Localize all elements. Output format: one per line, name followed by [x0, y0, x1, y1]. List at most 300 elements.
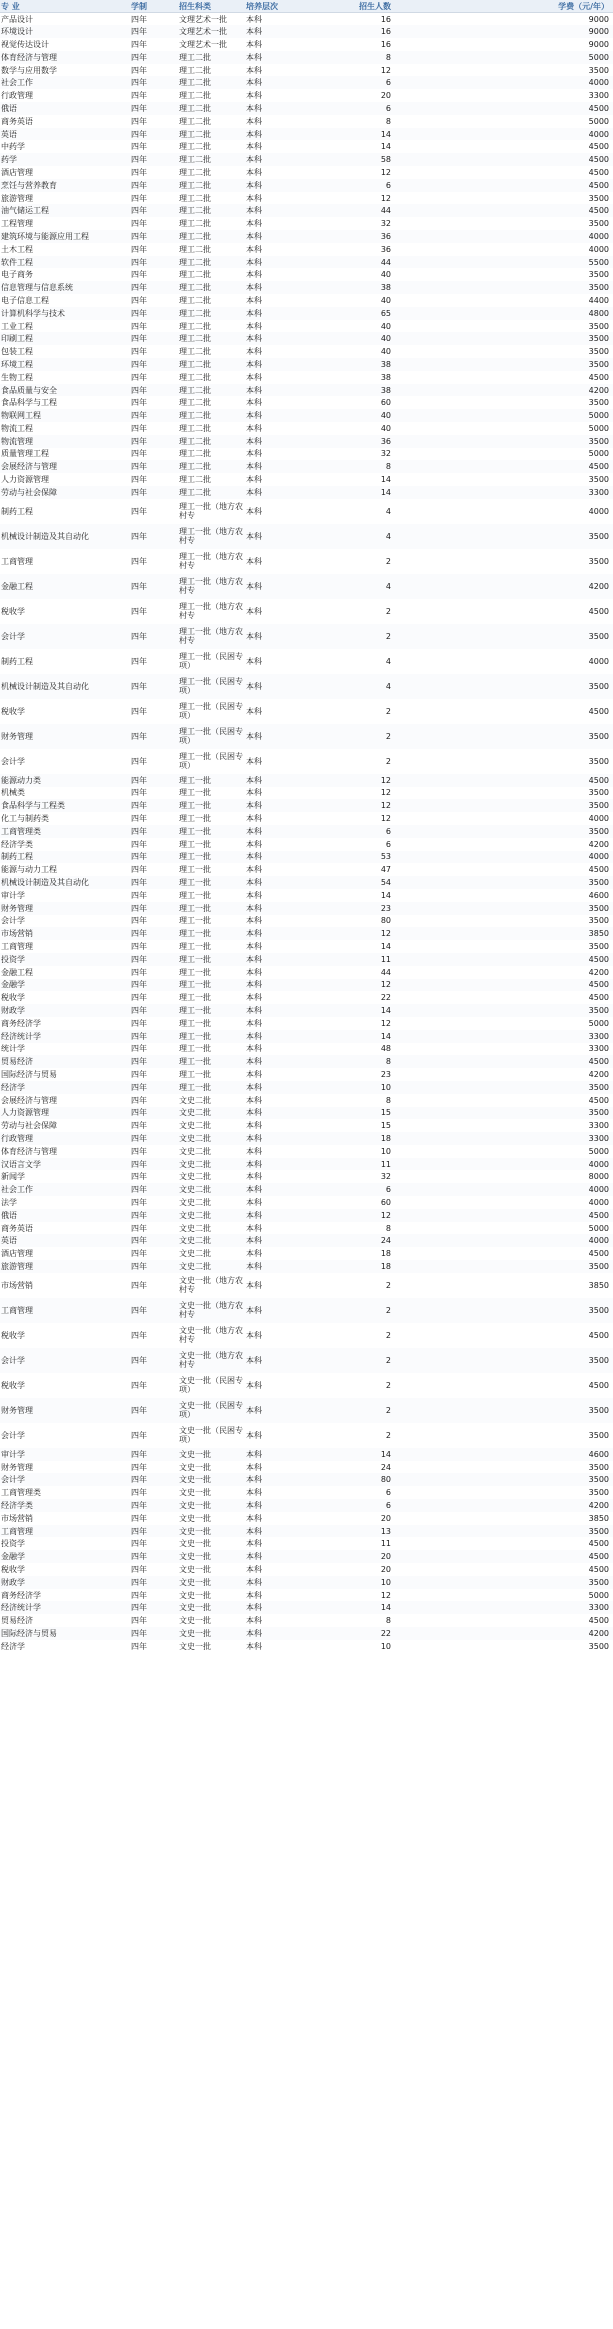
major-cell: 新闻学: [1, 1172, 25, 1182]
fee-cell: 3500: [588, 1641, 609, 1651]
table-row: [0, 1323, 613, 1348]
table-row: [0, 1473, 613, 1486]
years-cell: 四年: [131, 1513, 147, 1523]
years-cell: 四年: [131, 436, 147, 446]
major-cell: 审计学: [1, 1449, 25, 1459]
count-cell: 53: [380, 852, 391, 862]
category-cell: 理工二批: [179, 449, 211, 459]
years-cell: 四年: [131, 1197, 147, 1207]
count-cell: 48: [380, 1044, 391, 1054]
major-cell: 国际经济与贸易: [1, 1628, 57, 1638]
table-row: [0, 217, 613, 230]
table-row: [0, 166, 613, 179]
major-cell: 金融学: [1, 1552, 25, 1562]
years-cell: 四年: [131, 631, 147, 641]
major-cell: 工商管理: [1, 1305, 33, 1315]
count-cell: 32: [380, 219, 391, 229]
major-cell: 商务经济学: [1, 1018, 41, 1028]
level-cell: 本科: [246, 1475, 262, 1485]
table-row: [0, 268, 613, 281]
table-row: [0, 940, 613, 953]
major-cell: 财务管理: [1, 1462, 33, 1472]
count-cell: 14: [380, 942, 391, 952]
count-cell: 12: [380, 1590, 391, 1600]
count-cell: 38: [380, 359, 391, 369]
years-cell: 四年: [131, 1223, 147, 1233]
table-header: [0, 0, 613, 13]
category-cell: 文史二批: [179, 1236, 211, 1246]
table-row: [0, 1589, 613, 1602]
major-cell: 社会工作: [1, 1185, 33, 1195]
major-cell: 数学与应用数学: [1, 65, 57, 75]
table-row: [0, 1614, 613, 1627]
fee-cell: 4500: [588, 706, 609, 716]
years-cell: 四年: [131, 1405, 147, 1415]
category-cell: 理工一批: [179, 1031, 211, 1041]
category-cell: 理工二批: [179, 193, 211, 203]
level-cell: 本科: [246, 475, 262, 485]
fee-cell: 9000: [588, 14, 609, 24]
level-cell: 本科: [246, 814, 262, 824]
years-cell: 四年: [131, 1500, 147, 1510]
fee-cell: 3500: [588, 1006, 609, 1016]
table-row: [0, 1196, 613, 1209]
years-cell: 四年: [131, 462, 147, 472]
category-cell: 理工一批: [179, 1018, 211, 1028]
major-cell: 市场营销: [1, 929, 33, 939]
years-cell: 四年: [131, 1603, 147, 1613]
years-cell: 四年: [131, 942, 147, 952]
years-cell: 四年: [131, 1082, 147, 1092]
major-cell: 旅游管理: [1, 193, 33, 203]
fee-cell: 4000: [588, 814, 609, 824]
major-cell: 酒店管理: [1, 1249, 33, 1259]
category-cell: 理工一批: [179, 1082, 211, 1092]
category-cell: 文史一批: [179, 1513, 211, 1523]
major-cell: 会计学: [1, 756, 25, 766]
years-cell: 四年: [131, 1070, 147, 1079]
count-cell: 4: [385, 581, 391, 591]
category-cell: 文史一批（地方农村专: [179, 1301, 243, 1320]
fee-cell: 5500: [588, 257, 609, 267]
category-cell: 文史二批: [179, 1172, 211, 1182]
table-row: [0, 1247, 613, 1260]
table-row: [0, 699, 613, 724]
table-row: [0, 1209, 613, 1222]
level-cell: 本科: [246, 1280, 262, 1290]
table-row: [0, 1373, 613, 1398]
count-cell: 6: [385, 1500, 391, 1510]
level-cell: 本科: [246, 411, 262, 421]
table-row: [0, 927, 613, 940]
count-cell: 12: [380, 980, 391, 990]
table-row: [0, 384, 613, 397]
count-cell: 10: [380, 1577, 391, 1587]
years-cell: 四年: [131, 103, 147, 113]
count-cell: 12: [380, 814, 391, 824]
count-cell: 12: [380, 929, 391, 939]
years-cell: 四年: [131, 423, 147, 433]
count-cell: 44: [380, 257, 391, 267]
category-cell: 理工一批: [179, 1070, 211, 1079]
major-cell: 土木工程: [1, 244, 33, 254]
level-cell: 本科: [246, 681, 262, 691]
count-cell: 22: [380, 1628, 391, 1638]
years-cell: 四年: [131, 1249, 147, 1259]
fee-cell: 4500: [588, 103, 609, 113]
level-cell: 本科: [246, 270, 262, 280]
table-row: [0, 1640, 613, 1653]
major-cell: 化工与制药类: [1, 814, 49, 824]
table-row: [0, 345, 613, 358]
major-cell: 工业工程: [1, 321, 33, 331]
years-cell: 四年: [131, 1095, 147, 1105]
major-cell: 会计学: [1, 1430, 25, 1440]
category-cell: 文史一批: [179, 1616, 211, 1626]
category-cell: 理工二批: [179, 385, 211, 395]
table-row: [0, 799, 613, 812]
level-cell: 本科: [246, 1223, 262, 1233]
level-cell: 本科: [246, 1603, 262, 1613]
header-years: 学制: [130, 0, 178, 13]
level-cell: 本科: [246, 1172, 262, 1182]
table-row: [0, 979, 613, 992]
major-cell: 工商管理: [1, 556, 33, 566]
major-cell: 食品科学与工程类: [1, 801, 65, 811]
fee-cell: 4000: [588, 129, 609, 139]
fee-cell: 3300: [588, 1133, 609, 1143]
major-cell: 会展经济与管理: [1, 462, 57, 472]
fee-cell: 3300: [588, 1044, 609, 1054]
level-cell: 本科: [246, 257, 262, 267]
category-cell: 文史一批: [179, 1475, 211, 1485]
level-cell: 本科: [246, 1641, 262, 1651]
level-cell: 本科: [246, 1616, 262, 1626]
level-cell: 本科: [246, 1210, 262, 1220]
level-cell: 本科: [246, 706, 262, 716]
fee-cell: 3300: [588, 487, 609, 497]
years-cell: 四年: [131, 206, 147, 216]
table-row: [0, 1398, 613, 1423]
count-cell: 40: [380, 270, 391, 280]
level-cell: 本科: [246, 283, 262, 293]
level-cell: 本科: [246, 295, 262, 305]
fee-cell: 4500: [588, 180, 609, 190]
level-cell: 本科: [246, 1539, 262, 1549]
count-cell: 2: [385, 1355, 391, 1365]
fee-cell: 4200: [588, 967, 609, 977]
major-cell: 药学: [1, 155, 17, 165]
major-cell: 英语: [1, 1236, 17, 1246]
level-cell: 本科: [246, 206, 262, 216]
years-cell: 四年: [131, 531, 147, 541]
level-cell: 本科: [246, 219, 262, 229]
table-row: [0, 1043, 613, 1056]
category-cell: 理工一批（民困专项）: [179, 727, 243, 746]
level-cell: 本科: [246, 1236, 262, 1246]
level-cell: 本科: [246, 581, 262, 591]
count-cell: 40: [380, 423, 391, 433]
header-fee: 学费（元/年）: [397, 0, 613, 13]
fee-cell: 3500: [588, 436, 609, 446]
count-cell: 58: [380, 155, 391, 165]
category-cell: 理工二批: [179, 103, 211, 113]
category-cell: 文史一批: [179, 1500, 211, 1510]
level-cell: 本科: [246, 372, 262, 382]
category-cell: 文史二批: [179, 1185, 211, 1195]
count-cell: 6: [385, 1185, 391, 1195]
category-cell: 文史一批: [179, 1603, 211, 1613]
level-cell: 本科: [246, 129, 262, 139]
category-cell: 理工一批: [179, 929, 211, 939]
fee-cell: 5000: [588, 52, 609, 62]
category-cell: 理工一批: [179, 788, 211, 798]
table-row: [0, 1158, 613, 1171]
count-cell: 12: [380, 1210, 391, 1220]
major-cell: 贸易经济: [1, 1057, 33, 1067]
fee-cell: 8000: [588, 1172, 609, 1182]
major-cell: 经济学: [1, 1641, 25, 1651]
years-cell: 四年: [131, 1488, 147, 1498]
count-cell: 2: [385, 756, 391, 766]
table-row: [0, 38, 613, 51]
major-cell: 会计学: [1, 1355, 25, 1365]
count-cell: 4: [385, 506, 391, 516]
level-cell: 本科: [246, 1380, 262, 1390]
years-cell: 四年: [131, 14, 147, 24]
years-cell: 四年: [131, 916, 147, 926]
category-cell: 理工一批（民困专项）: [179, 677, 243, 696]
category-cell: 文史一批: [179, 1577, 211, 1587]
level-cell: 本科: [246, 1552, 262, 1562]
years-cell: 四年: [131, 219, 147, 229]
table-row: [0, 599, 613, 624]
fee-cell: 3500: [588, 631, 609, 641]
table-body: [0, 13, 613, 1653]
table-row: [0, 422, 613, 435]
table-row: [0, 1081, 613, 1094]
major-cell: 制药工程: [1, 656, 33, 666]
years-cell: 四年: [131, 865, 147, 875]
fee-cell: 4200: [588, 1500, 609, 1510]
years-cell: 四年: [131, 1280, 147, 1290]
count-cell: 80: [380, 916, 391, 926]
level-cell: 本科: [246, 487, 262, 497]
years-cell: 四年: [131, 449, 147, 459]
years-cell: 四年: [131, 1133, 147, 1143]
table-row: [0, 1170, 613, 1183]
category-cell: 理工二批: [179, 398, 211, 408]
category-cell: 理工一批: [179, 903, 211, 913]
count-cell: 12: [380, 775, 391, 785]
table-row: [0, 1423, 613, 1448]
major-cell: 制药工程: [1, 506, 33, 516]
level-cell: 本科: [246, 1488, 262, 1498]
category-cell: 理工二批: [179, 65, 211, 75]
fee-cell: 3500: [588, 556, 609, 566]
count-cell: 4: [385, 531, 391, 541]
table-row: [0, 358, 613, 371]
major-cell: 建筑环境与能源应用工程: [1, 231, 89, 241]
category-cell: 理工一批: [179, 865, 211, 875]
category-cell: 理工一批（地方农村专: [179, 602, 243, 621]
fee-cell: 3500: [588, 334, 609, 344]
fee-cell: 4200: [588, 1628, 609, 1638]
years-cell: 四年: [131, 52, 147, 62]
category-cell: 文史二批: [179, 1210, 211, 1220]
level-cell: 本科: [246, 436, 262, 446]
category-cell: 文史一批: [179, 1641, 211, 1651]
table-row: [0, 1601, 613, 1614]
table-row: [0, 396, 613, 409]
major-cell: 经济统计学: [1, 1603, 41, 1613]
major-cell: 国际经济与贸易: [1, 1070, 57, 1079]
level-cell: 本科: [246, 180, 262, 190]
major-cell: 印刷工程: [1, 334, 33, 344]
major-cell: 劳动与社会保障: [1, 1121, 57, 1131]
level-cell: 本科: [246, 462, 262, 472]
fee-cell: 3850: [588, 929, 609, 939]
level-cell: 本科: [246, 334, 262, 344]
level-cell: 本科: [246, 788, 262, 798]
category-cell: 理工二批: [179, 219, 211, 229]
major-cell: 包装工程: [1, 347, 33, 357]
count-cell: 2: [385, 1405, 391, 1415]
fee-cell: 3500: [588, 1355, 609, 1365]
fee-cell: 4500: [588, 1539, 609, 1549]
category-cell: 理工二批: [179, 52, 211, 62]
header-level: 培养层次: [245, 0, 295, 13]
category-cell: 理工二批: [179, 411, 211, 421]
count-cell: 14: [380, 475, 391, 485]
level-cell: 本科: [246, 1500, 262, 1510]
category-cell: 理工二批: [179, 142, 211, 152]
fee-cell: 3500: [588, 826, 609, 836]
level-cell: 本科: [246, 155, 262, 165]
count-cell: 54: [380, 878, 391, 888]
fee-cell: 4000: [588, 1197, 609, 1207]
table-row: [0, 473, 613, 486]
level-cell: 本科: [246, 942, 262, 952]
level-cell: 本科: [246, 631, 262, 641]
years-cell: 四年: [131, 487, 147, 497]
years-cell: 四年: [131, 1108, 147, 1118]
level-cell: 本科: [246, 954, 262, 964]
level-cell: 本科: [246, 1018, 262, 1028]
years-cell: 四年: [131, 903, 147, 913]
years-cell: 四年: [131, 1185, 147, 1195]
years-cell: 四年: [131, 1590, 147, 1600]
years-cell: 四年: [131, 756, 147, 766]
years-cell: 四年: [131, 1172, 147, 1182]
major-cell: 软件工程: [1, 257, 33, 267]
header-count: 招生人数: [295, 0, 397, 13]
count-cell: 38: [380, 283, 391, 293]
table-row: [0, 674, 613, 699]
years-cell: 四年: [131, 1121, 147, 1131]
level-cell: 本科: [246, 852, 262, 862]
fee-cell: 3500: [588, 1305, 609, 1315]
table-row: [0, 1260, 613, 1273]
fee-cell: 3300: [588, 91, 609, 101]
major-cell: 税收学: [1, 1564, 25, 1574]
major-cell: 劳动与社会保障: [1, 487, 57, 497]
level-cell: 本科: [246, 385, 262, 395]
level-cell: 本科: [246, 1057, 262, 1067]
fee-cell: 4000: [588, 244, 609, 254]
fee-cell: 3500: [588, 788, 609, 798]
category-cell: 理工一批（民困专项）: [179, 652, 243, 671]
major-cell: 金融工程: [1, 581, 33, 591]
years-cell: 四年: [131, 967, 147, 977]
category-cell: 文理艺术一批: [179, 14, 227, 24]
level-cell: 本科: [246, 801, 262, 811]
major-cell: 市场营销: [1, 1280, 33, 1290]
count-cell: 20: [380, 1513, 391, 1523]
major-cell: 能源与动力工程: [1, 865, 57, 875]
table-row: [0, 115, 613, 128]
fee-cell: 4500: [588, 606, 609, 616]
category-cell: 文史二批: [179, 1121, 211, 1131]
category-cell: 文史二批: [179, 1249, 211, 1259]
count-cell: 8: [385, 1057, 391, 1067]
major-cell: 计算机科学与技术: [1, 308, 65, 318]
category-cell: 理工一批: [179, 775, 211, 785]
fee-cell: 4500: [588, 1095, 609, 1105]
table-row: [0, 1537, 613, 1550]
table-row: [0, 774, 613, 787]
level-cell: 本科: [246, 1355, 262, 1365]
table-row: [0, 1004, 613, 1017]
category-cell: 理工二批: [179, 321, 211, 331]
years-cell: 四年: [131, 826, 147, 836]
major-cell: 机械设计制造及其自动化: [1, 681, 89, 691]
category-cell: 理工二批: [179, 116, 211, 126]
count-cell: 14: [380, 487, 391, 497]
years-cell: 四年: [131, 167, 147, 177]
level-cell: 本科: [246, 1590, 262, 1600]
table-row: [0, 876, 613, 889]
table-row: [0, 179, 613, 192]
years-cell: 四年: [131, 839, 147, 849]
table-row: [0, 1348, 613, 1373]
count-cell: 40: [380, 411, 391, 421]
major-cell: 商务英语: [1, 1223, 33, 1233]
major-cell: 食品科学与工程: [1, 398, 57, 408]
major-cell: 财务管理: [1, 903, 33, 913]
years-cell: 四年: [131, 283, 147, 293]
major-cell: 人力资源管理: [1, 475, 49, 485]
level-cell: 本科: [246, 993, 262, 1003]
category-cell: 文史一批: [179, 1488, 211, 1498]
fee-cell: 3500: [588, 347, 609, 357]
fee-cell: 4500: [588, 775, 609, 785]
fee-cell: 5000: [588, 1223, 609, 1233]
table-row: [0, 1030, 613, 1043]
level-cell: 本科: [246, 839, 262, 849]
table-row: [0, 1550, 613, 1563]
category-cell: 文史一批: [179, 1628, 211, 1638]
major-cell: 环境设计: [1, 27, 33, 37]
fee-cell: 3500: [588, 1405, 609, 1415]
level-cell: 本科: [246, 39, 262, 49]
years-cell: 四年: [131, 180, 147, 190]
years-cell: 四年: [131, 193, 147, 203]
level-cell: 本科: [246, 916, 262, 926]
count-cell: 14: [380, 1449, 391, 1459]
major-cell: 市场营销: [1, 1513, 33, 1523]
count-cell: 14: [380, 142, 391, 152]
